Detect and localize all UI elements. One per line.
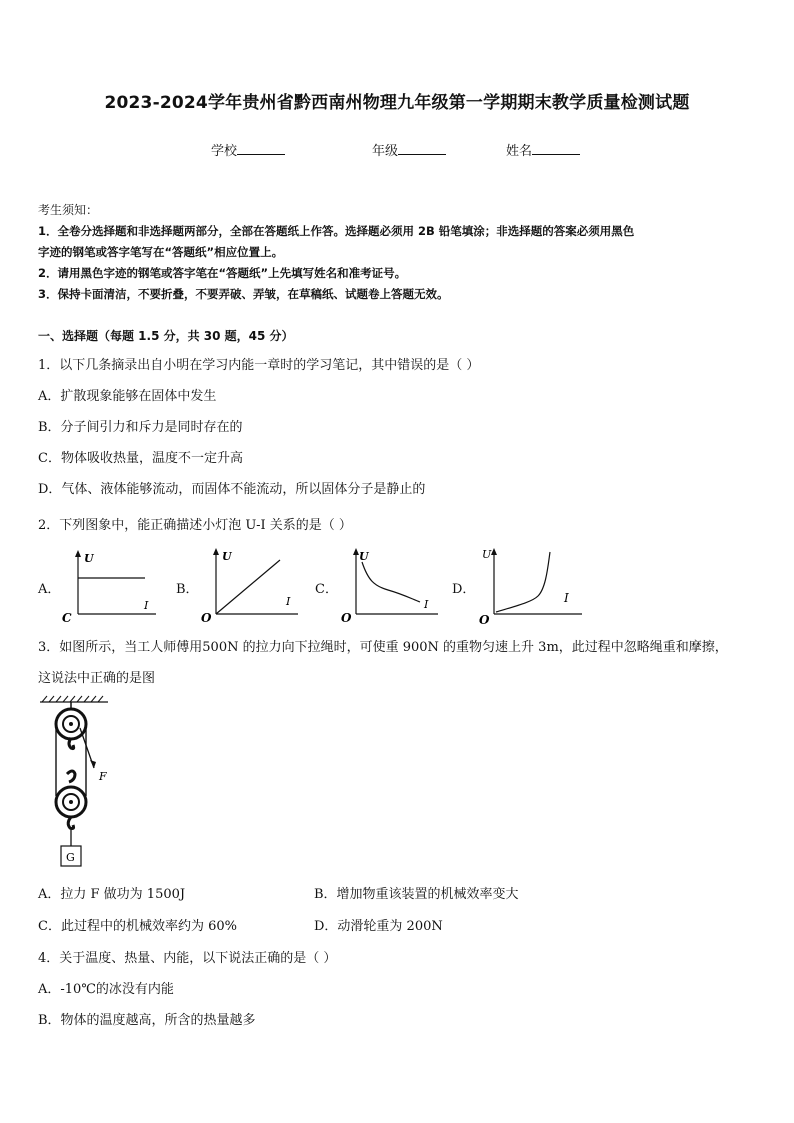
graph-d-origin: O (479, 613, 490, 626)
graph-b-i-axis: I (286, 595, 291, 608)
graph-c-origin: O (341, 611, 352, 624)
exam-notice (38, 200, 758, 305)
q3-stem-line-1: 3．如图所示，当工人师傅用500N 的拉力向下拉绳时，可使重 900N 的重物匀速上升 3m，此过程中忽略绳重和摩擦， (38, 640, 728, 655)
q2-graph-c[interactable] (338, 546, 442, 624)
grade-blank[interactable] (398, 142, 446, 155)
q2-option-b-label[interactable]: B． (176, 582, 199, 597)
grade-label: 年级 (372, 144, 399, 159)
school-blank[interactable] (237, 142, 285, 155)
q3-stem-line-2: 这说法中正确的是图 (38, 671, 156, 686)
q2-graph-a[interactable] (60, 548, 160, 624)
notice-item-3: 3．保持卡面清洁，不要折叠，不要弄破、弄皱，在草稿纸、试题卷上答题无效。 (38, 287, 449, 301)
name-label: 姓名 (506, 144, 533, 159)
q1-option-b[interactable]: B．分子间引力和斥力是同时存在的 (38, 420, 243, 435)
force-label-f: F (99, 770, 107, 783)
exam-title: 2023-2024学年贵州省黔西南州物理九年级第一学期期末教学质量检测试题 (104, 93, 690, 113)
q2-option-d-label[interactable]: D． (452, 582, 476, 597)
q1-option-d[interactable]: D．气体、液体能够流动，而固体不能流动，所以固体分子是静止的 (38, 482, 426, 497)
q3-option-a[interactable]: A．拉力 F 做功为 1500J (38, 887, 186, 902)
q4-option-b[interactable]: B．物体的温度越高，所含的热量越多 (38, 1013, 256, 1028)
notice-item-2: 2．请用黑色字迹的钢笔或答字笔在“答题纸”上先填写姓名和准考证号。 (38, 266, 407, 280)
q3-option-c[interactable]: C．此过程中的机械效率约为 60% (38, 919, 237, 934)
notice-item-1-cont: 字迹的钢笔或答字笔写在“答题纸”相应位置上。 (38, 245, 284, 259)
school-label: 学校 (211, 144, 238, 159)
q3-option-d[interactable]: D．动滑轮重为 200N (314, 919, 443, 934)
graph-c-i-axis: I (424, 598, 429, 611)
q3-option-b[interactable]: B．增加物重该装置的机械效率变大 (314, 887, 519, 902)
notice-heading: 考生须知： (38, 203, 99, 217)
pulley-system-figure (36, 694, 126, 870)
graph-d-i-axis: I (564, 591, 569, 605)
graph-c-u-axis: U (359, 550, 369, 563)
notice-item-1: 1．全卷分选择题和非选择题两部分，全部在答题纸上作答。选择题必须用 2B 铅笔填涂；非选择题的答案必须用黑色 (38, 224, 635, 238)
q2-graph-b[interactable] (198, 546, 302, 624)
q2-option-c-label[interactable]: C． (315, 582, 338, 597)
q1-stem: 1．以下几条摘录出自小明在学习内能一章时的学习笔记，其中错误的是（ ） (38, 358, 480, 373)
q1-option-a[interactable]: A．扩散现象能够在固体中发生 (38, 389, 217, 404)
weight-label-g: G (66, 851, 75, 864)
q2-option-a-label[interactable]: A． (38, 582, 61, 597)
graph-a-origin: C (62, 611, 72, 624)
q1-option-c[interactable]: C．物体吸收热量，温度不一定升高 (38, 451, 243, 466)
section-heading: 一、选择题（每题 1.5 分，共 30 题，45 分） (38, 329, 294, 343)
q2-graph-d[interactable] (476, 546, 586, 626)
q4-stem: 4．关于温度、热量、内能，以下说法正确的是（ ） (38, 951, 337, 966)
q4-option-a[interactable]: A．-10℃的冰没有内能 (38, 982, 174, 997)
name-field[interactable] (506, 140, 580, 159)
graph-a-i-axis: I (144, 599, 149, 612)
graph-b-origin: O (201, 611, 212, 624)
graph-d-u-axis: U (482, 548, 492, 561)
name-blank[interactable] (532, 142, 580, 155)
graph-a-u-axis: U (84, 552, 94, 565)
grade-field[interactable] (372, 140, 446, 159)
q2-stem: 2．下列图象中，能正确描述小灯泡 U-I 关系的是（ ） (38, 518, 352, 533)
school-field[interactable] (211, 140, 285, 159)
graph-b-u-axis: U (222, 550, 232, 563)
